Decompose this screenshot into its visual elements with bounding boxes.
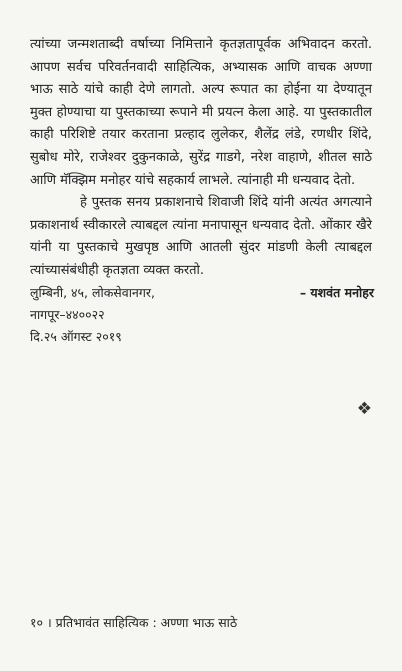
signature-date: दि.२५ ऑगस्ट २०१९ [30,329,122,344]
paragraph-publisher-thanks: हे पुस्तक सनय प्रकाशनाचे शिवाजी शिंदे यांनी अत्यंत अगत्याने प्रकाशनार्थ स्वीकारले त्याबद्दल त्यांना मनापासून धन्यवाद देतो. ओंकार खैरे यांनी या पुस्तकाचे मुखपृष्ठ आणि आतली सुंदर मांडणी केली त्याबद्दल त्यांच्यासंबंधीही कृतज्ञता व्यक्त करतो. [30,195,372,278]
paragraph-acknowledgements: त्यांच्या जन्मशताब्दी वर्षाच्या निमित्ताने कृतज्ञतापूर्वक अभिवादन करतो. आपण सर्वच परिवर्तनवादी साहित्यिक, अभ्यासक आणि वाचक अण्णा भाऊ साठे यांचे काही देणे लागतो. अल्प रूपात का होईना या देण्यातून मुक्त होण्याचा या पुस्तकाच्या रूपाने मी प्रयत्न केला आहे. या पुस्तकातील काही परिशिष्टे तयार करताना प्रल्हाद लुलेकर, शैलेंद्र लंडे, रणधीर शिंदे, सुबोध मोरे, राजेश्वर दुकुनकाळे, सुरेंद्र गाडगे, नरेश वाहाणे, शीतल साठे आणि मॅक्झिम मनोहर यांचे सहकार्य लाभले. त्यांनाही मी धन्यवाद देतो. [30,37,372,188]
author-name: – यशवंत मनोहर [299,285,374,300]
page-body [30,34,372,283]
address-line-1: लुम्बिनी, ४५, लोकसेवानगर, [30,285,155,300]
signature-first-row [30,282,374,304]
signature-block [30,282,374,348]
address-line-2: नागपूर–४४००२२ [30,307,105,322]
running-footer: १० । प्रतिभावंत साहित्यिक : अण्णा भाऊ साठे [30,615,238,630]
ornament-icon: ❖ [356,399,372,419]
